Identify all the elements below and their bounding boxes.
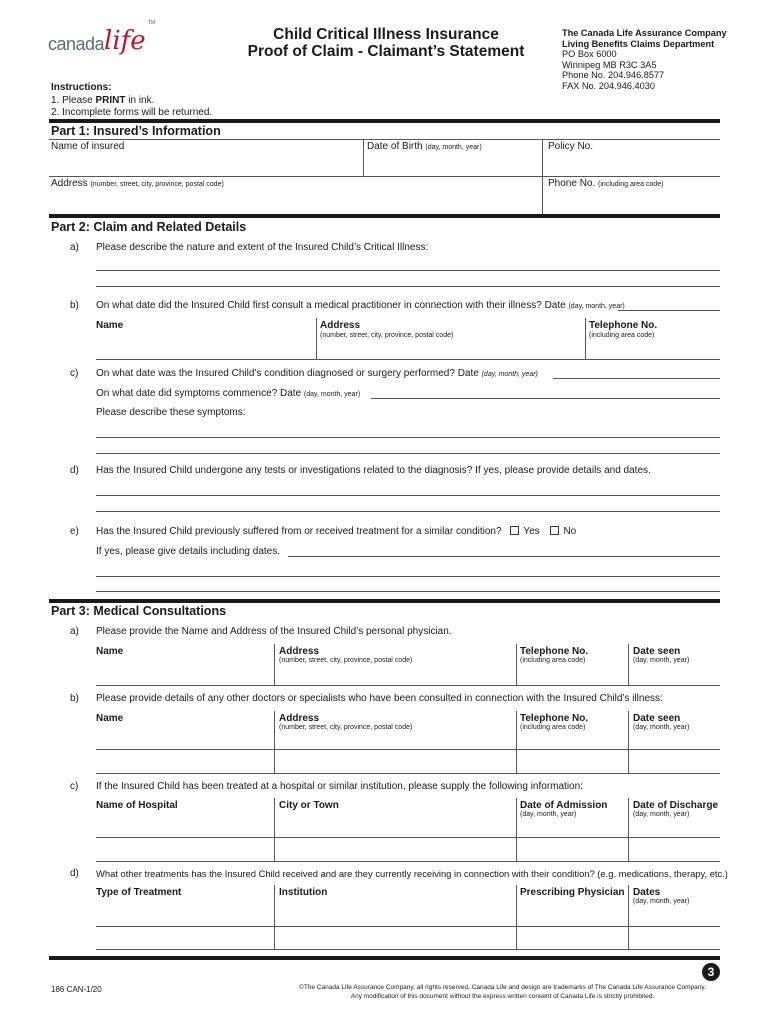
p2-b-question xyxy=(96,300,625,311)
p3-b-address-hint: (number, street, city, province, postal code) xyxy=(279,724,413,731)
company-dept: Living Benefits Claims Department xyxy=(562,38,715,49)
form-code: 186 CAN-1/20 xyxy=(51,985,102,994)
dob-label: Date of Birth xyxy=(367,141,423,152)
insured-name-label: Name of insured xyxy=(51,141,125,152)
p2-a-answer-line-2[interactable] xyxy=(96,286,720,287)
p2-b-name-header: Name xyxy=(96,320,124,331)
p3-d-physician-header: Prescribing Physician xyxy=(520,887,625,898)
instruction-1 xyxy=(51,95,212,108)
footer-divider xyxy=(49,956,720,960)
p2-e-detail-line[interactable] xyxy=(288,556,720,557)
part3-title: Part 3: Medical Consultations xyxy=(51,604,227,618)
p3-b-address-header: Address xyxy=(279,713,320,724)
p2-c-hint: (day, month, year) xyxy=(481,371,538,378)
p3-d-row-line-1[interactable] xyxy=(96,926,720,927)
p2-c-answer-line-1[interactable] xyxy=(96,437,720,438)
part1-mid-rule xyxy=(49,176,720,177)
p3-a-tel-header: Telephone No. xyxy=(520,646,589,657)
part1-title: Part 1: Insured’s Information xyxy=(51,124,221,138)
p3-a-letter: a) xyxy=(70,626,79,637)
p2-d-answer-line-2[interactable] xyxy=(96,511,720,512)
part3-divider xyxy=(49,599,720,603)
dob-hint: (day, month, year) xyxy=(425,144,482,151)
dob-field[interactable] xyxy=(367,141,539,174)
instructions xyxy=(51,82,212,120)
p3-d-dates-hint: (day, month, year) xyxy=(633,898,690,905)
p3-c-admission-header: Date of Admission xyxy=(520,800,608,811)
p3-c-admission-hint: (day, month, year) xyxy=(520,811,577,818)
p3-d-dates-header: Dates xyxy=(633,887,661,898)
p2-d-answer-line-1[interactable] xyxy=(96,495,720,496)
policy-no-field[interactable] xyxy=(548,141,718,174)
p2-c-question2 xyxy=(96,388,360,399)
instruction-1-post: in ink. xyxy=(125,94,155,106)
no-label: No xyxy=(563,526,577,537)
p2-b-tel-header: Telephone No. xyxy=(589,320,658,331)
p3-a-address-header: Address xyxy=(279,646,320,657)
p2-c-question xyxy=(96,368,538,379)
p3-a-address-hint: (number, street, city, province, postal code) xyxy=(279,657,413,664)
company-city: Winnipeg MB R3C 3A5 xyxy=(562,59,657,70)
p2-e-question xyxy=(96,526,576,537)
no-checkbox-group[interactable] xyxy=(550,526,576,537)
p3-a-vdivider-2 xyxy=(516,644,517,686)
p3-d-type-header: Type of Treatment xyxy=(96,887,182,898)
p2-b-date-line[interactable] xyxy=(618,310,720,311)
p2-c-answer-line-2[interactable] xyxy=(96,453,720,454)
logo-script: life xyxy=(104,26,146,56)
p3-c-vdivider-1 xyxy=(274,798,275,862)
copyright-line-2: Any modification of this document without the express written consent of Canada Life is strictly prohibited. xyxy=(350,993,655,1000)
p2-d-letter: d) xyxy=(70,465,79,476)
company-phone: Phone No. 204.946.8577 xyxy=(562,70,665,81)
copyright-notice xyxy=(250,983,755,1001)
p3-d-vdivider-3 xyxy=(628,885,629,949)
p2-b-address-header: Address xyxy=(320,320,361,331)
part1-vdivider-2 xyxy=(542,139,543,215)
p3-b-question: Please provide details of any other doctors or specialists who have been consulted in connection with the Insured Child’s illness: xyxy=(96,693,663,704)
p3-c-city-header: City or Town xyxy=(279,800,339,811)
p2-e-answer-line-2[interactable] xyxy=(96,591,720,592)
p2-c-text: On what date was the Insured Child’s condition diagnosed or surgery performed? Date xyxy=(96,368,479,379)
p2-a-letter: a) xyxy=(70,242,79,253)
p2-e-text: Has the Insured Child previously suffered from or received treatment for a similar condition? xyxy=(96,526,502,537)
p3-c-question: If the Insured Child has been treated at a hospital or similar institution, please supply the following information: xyxy=(96,781,583,792)
p2-b-table-bottom[interactable] xyxy=(96,359,720,360)
instructions-heading: Instructions: xyxy=(51,82,112,93)
p2-b-letter: b) xyxy=(70,300,79,311)
copyright-line-1: ©The Canada Life Assurance Company, all rights reserved. Canada Life and design are trademarks of The Canada Life Assurance Company. xyxy=(299,984,706,991)
phone-label: Phone No. xyxy=(548,178,596,189)
p2-b-vdivider-1 xyxy=(316,318,317,360)
p2-a-answer-line-1[interactable] xyxy=(96,270,720,271)
p2-c-hint2: (day, month, year) xyxy=(303,391,361,398)
p3-a-tel-hint: (including area code) xyxy=(520,657,586,664)
p2-a-question: Please describe the nature and extent of the Insured Child’s Critical Illness: xyxy=(96,242,429,253)
insured-phone-field[interactable] xyxy=(548,178,718,213)
instruction-1-pre: 1. Please xyxy=(51,94,96,106)
part1-vdivider-1 xyxy=(363,139,364,176)
p3-c-letter: c) xyxy=(70,781,79,792)
logo-tm: TM xyxy=(148,20,156,26)
no-checkbox[interactable] xyxy=(550,526,559,535)
p3-d-institution-header: Institution xyxy=(279,887,328,898)
p2-c-letter: c) xyxy=(70,368,79,379)
form-title-line2: Proof of Claim - Claimant’s Statement xyxy=(247,43,525,60)
p3-a-seen-header: Date seen xyxy=(633,646,681,657)
p3-c-hospital-header: Name of Hospital xyxy=(96,800,178,811)
p2-b-address-hint: (number, street, city, province, postal code) xyxy=(320,332,454,339)
p3-a-table-bottom[interactable] xyxy=(96,685,720,686)
p2-b-text: On what date did the Insured Child first consult a medical practitioner in connection with their illness? Date xyxy=(96,300,566,311)
address-label: Address xyxy=(51,178,88,189)
p3-c-row-line-2[interactable] xyxy=(96,861,720,862)
p3-b-tel-hint: (including area code) xyxy=(520,724,586,731)
page-number: 3 xyxy=(707,965,715,979)
policy-label: Policy No. xyxy=(548,141,594,152)
company-address-block xyxy=(562,28,762,92)
form-title-line1: Child Critical Illness Insurance xyxy=(273,26,499,43)
p2-b-hint: (day, month, year) xyxy=(568,303,625,310)
form-title xyxy=(236,26,536,60)
company-po: PO Box 6000 xyxy=(562,49,617,60)
yes-label: Yes xyxy=(523,526,540,537)
part1-divider xyxy=(49,119,720,123)
p3-b-letter: b) xyxy=(70,693,79,704)
p2-c-text2: On what date did symptoms commence? Date xyxy=(96,388,302,399)
phone-hint: (including area code) xyxy=(598,181,664,188)
canada-life-logo xyxy=(44,22,156,66)
p3-b-vdivider-3 xyxy=(628,711,629,774)
p3-b-name-header: Name xyxy=(96,713,124,724)
p3-d-vdivider-2 xyxy=(516,885,517,949)
p3-c-vdivider-3 xyxy=(628,798,629,862)
p3-c-row-line-1[interactable] xyxy=(96,837,720,838)
insured-name-field[interactable] xyxy=(51,141,361,174)
p2-e-question2: If yes, please give details including dates. xyxy=(96,546,280,557)
logo-word: canada xyxy=(48,34,105,54)
p3-b-tel-header: Telephone No. xyxy=(520,713,589,724)
insured-address-field[interactable] xyxy=(51,178,539,213)
p2-b-tel-hint: (including area code) xyxy=(589,332,655,339)
p3-c-vdivider-2 xyxy=(516,798,517,862)
p3-b-row-line-1[interactable] xyxy=(96,749,720,750)
p3-c-discharge-header: Date of Discharge xyxy=(633,800,719,811)
part2-title: Part 2: Claim and Related Details xyxy=(51,220,247,234)
p2-c-question3: Please describe these symptoms: xyxy=(96,407,246,418)
p3-a-name-header: Name xyxy=(96,646,124,657)
yes-checkbox[interactable] xyxy=(510,526,519,535)
p3-a-vdivider-1 xyxy=(274,644,275,686)
p2-c-date-line[interactable] xyxy=(553,378,720,379)
p3-d-row-line-2[interactable] xyxy=(96,949,720,950)
p3-a-seen-hint: (day, month, year) xyxy=(633,657,690,664)
instruction-1-bold: PRINT xyxy=(95,94,126,106)
p2-c-symptom-date-line[interactable] xyxy=(371,398,720,399)
company-name: The Canada Life Assurance Company xyxy=(562,28,727,38)
company-fax: FAX No. 204.946.4030 xyxy=(562,80,655,91)
p3-d-question: What other treatments has the Insured Child received and are they currently receiving in connection with their condition? (e.g. medications, therapy, etc.) xyxy=(96,868,728,879)
part1-top-rule xyxy=(49,139,720,140)
p3-b-vdivider-1 xyxy=(274,711,275,774)
yes-checkbox-group[interactable] xyxy=(510,526,539,537)
p3-b-seen-header: Date seen xyxy=(633,713,681,724)
p3-b-seen-hint: (day, month, year) xyxy=(633,724,690,731)
p3-a-vdivider-3 xyxy=(628,644,629,686)
p2-e-letter: e) xyxy=(70,526,79,537)
p3-d-vdivider-1 xyxy=(274,885,275,949)
address-hint: (number, street, city, province, postal code) xyxy=(90,181,224,188)
p2-e-answer-line-1[interactable] xyxy=(96,576,720,577)
instruction-2: 2. Incomplete forms will be returned. xyxy=(51,107,213,118)
p3-b-row-line-2[interactable] xyxy=(96,773,720,774)
part2-divider xyxy=(49,214,720,218)
p3-b-vdivider-2 xyxy=(516,711,517,774)
p3-c-discharge-hint: (day, month, year) xyxy=(633,811,690,818)
p3-d-letter: d) xyxy=(70,868,79,879)
p3-a-question: Please provide the Name and Address of the Insured Child’s personal physician. xyxy=(96,626,452,637)
page-number-badge xyxy=(702,963,720,981)
p2-d-question: Has the Insured Child undergone any tests or investigations related to the diagnosis? If yes, please provide details and dates. xyxy=(96,465,651,476)
p2-b-vdivider-2 xyxy=(585,318,586,360)
